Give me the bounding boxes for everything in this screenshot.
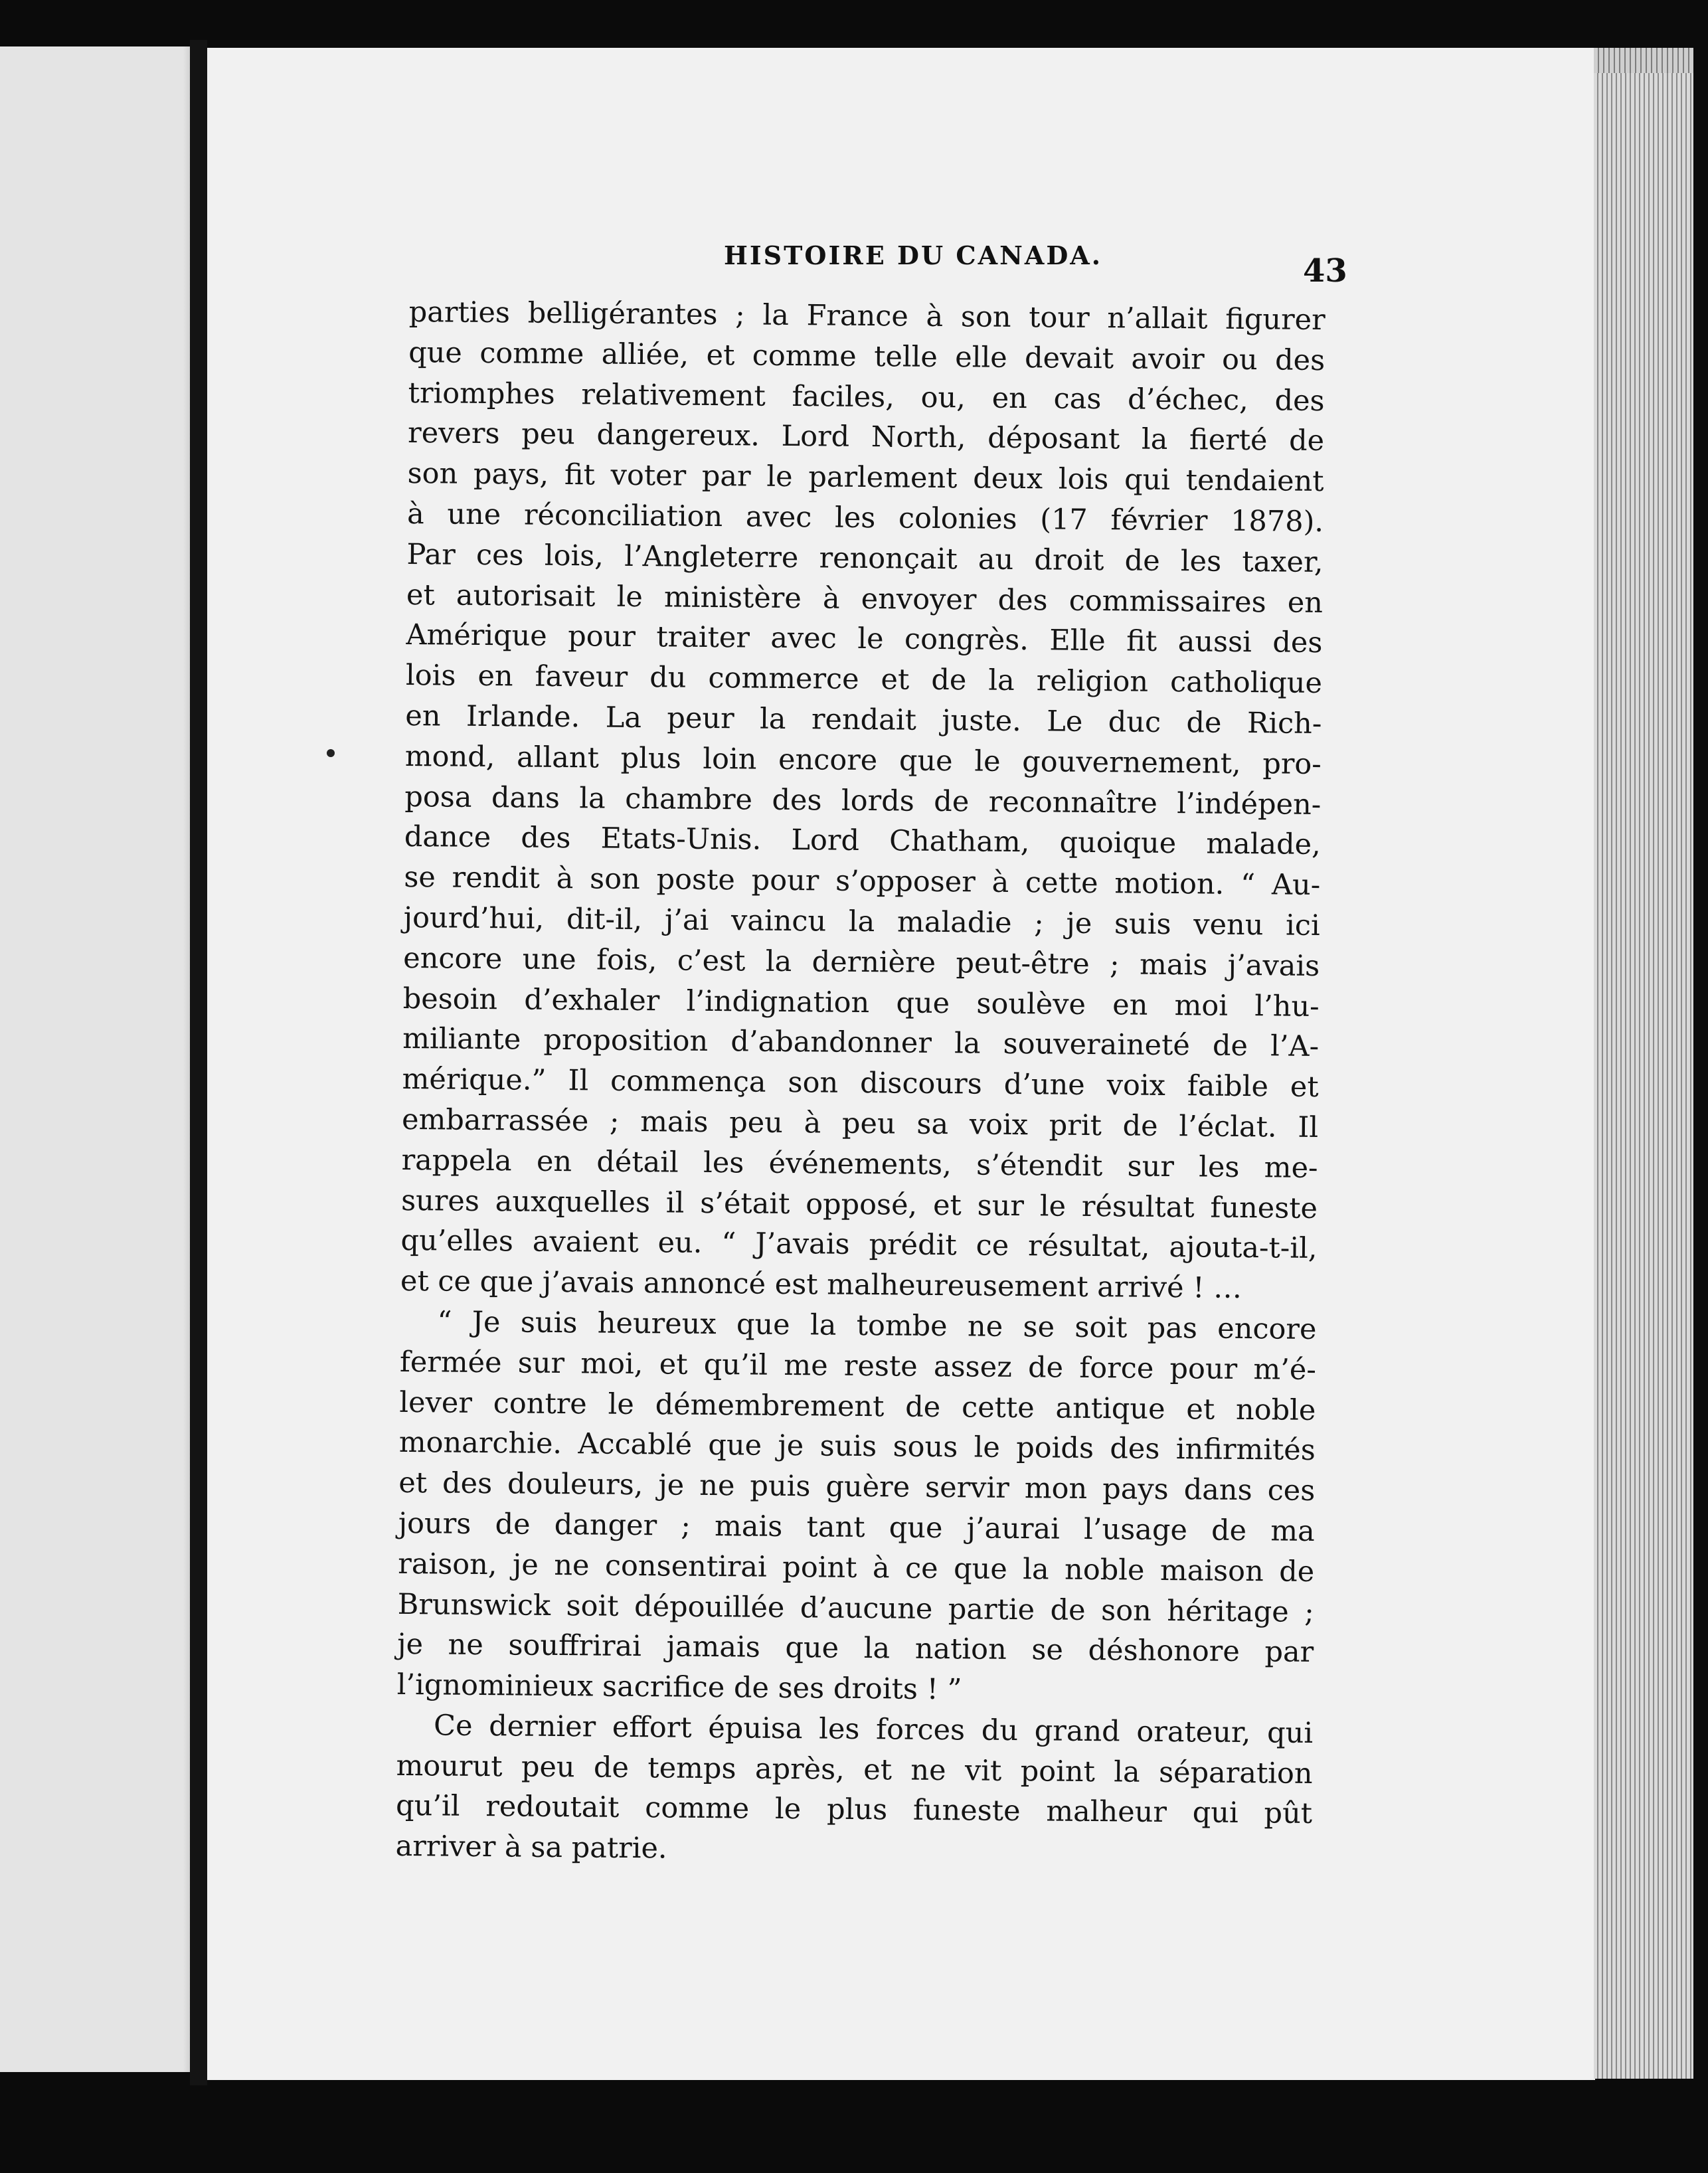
text-line: raison, je ne consentirai point à ce que la noble maison de [398,1547,1315,1589]
text-line: miliante proposition d’abandonner la souveraineté de l’A- [402,1022,1320,1064]
text-line: Ce dernier effort épuisa les forces du grand orateur, qui [433,1709,1314,1750]
text-line: Amérique pour traiter avec le congrès. Elle fit aussi des [406,618,1323,660]
text-line: et autorisait le ministère à envoyer des commissaires en [406,578,1324,620]
text-line: jourd’hui, dit-il, j’ai vaincu la maladie ; je suis venu ici [403,901,1320,942]
body-text [395,292,1325,1875]
text-line: qu’elles avaient eu. “ J’avais prédit ce résultat, ajouta-t-il, [400,1224,1318,1266]
running-head: HISTOIRE DU CANADA. [724,240,1102,270]
text-line: embarrassée ; mais peu à peu sa voix prit de l’éclat. Il [401,1102,1319,1144]
text-line: l’ignominieux sacrifice de ses droits ! ” [396,1668,962,1707]
text-line: besoin d’exhaler l’indignation que soulève en moi l’hu- [402,982,1320,1023]
text-line: encore une fois, c’est la dernière peut-être ; mais j’avais [403,941,1320,983]
text-line: “ Je suis heureux que la tombe ne se soit pas encore [437,1305,1317,1346]
page-edges [1594,73,1693,2079]
page-number: 43 [1303,252,1347,290]
text-line: son pays, fit voter par le parlement deux lois qui tendaient [407,457,1324,499]
text-line: parties belligérantes ; la France à son tour n’allait figurer [408,295,1325,337]
text-line: Brunswick soit dépouillée d’aucune partie de son héritage ; [397,1587,1314,1629]
text-line: Par ces lois, l’Angleterre renonçait au droit de les taxer, [406,537,1324,579]
text-line: jours de danger ; mais tant que j’aurai l’usage de ma [398,1506,1315,1548]
text-line: je ne souffrirai jamais que la nation se déshonore par [397,1628,1314,1670]
text-line: mourut peu de temps après, et ne vit point la séparation [396,1749,1313,1790]
text-line: se rendit à son poste pour s’opposer à cette motion. “ Au- [404,861,1321,903]
text-line: à une réconciliation avec les colonies (17 février 1878). [406,497,1324,539]
text-line: lois en faveur du commerce et de la religion catholique [405,659,1323,701]
facing-left-page [0,46,199,2072]
text-line: lever contre le démembrement de cette antique et noble [399,1385,1316,1427]
text-line: mérique.” Il commença son discours d’une voix faible et [402,1063,1319,1104]
text-line: arriver à sa patrie. [395,1830,667,1866]
text-line: en Irlande. La peur la rendait juste. Le duc de Rich- [405,699,1322,740]
text-line: triomphes relativement faciles, ou, en cas d’échec, des [408,376,1325,418]
text-line: et ce que j’avais annoncé est malheureusement arrivé ! … [400,1264,1242,1306]
text-line: mond, allant plus loin encore que le gouvernement, pro- [404,739,1322,781]
text-line: que comme alliée, et comme telle elle devait avoir ou des [408,335,1325,377]
ink-speck [327,749,335,757]
text-line: rappela en détail les événements, s’étendit sur les me- [401,1143,1318,1185]
text-line: revers peu dangereux. Lord North, déposant la fierté de [407,416,1325,458]
text-line: monarchie. Accablé que je suis sous le poids des infirmités [398,1426,1316,1468]
book-gutter [190,40,207,2085]
text-line: qu’il redoutait comme le plus funeste malheur qui pût [395,1789,1313,1831]
text-line: dance des Etats-Unis. Lord Chatham, quoique malade, [404,820,1322,862]
scan-corner [0,2146,27,2173]
text-line: fermée sur moi, et qu’il me reste assez de force pour m’é- [399,1345,1317,1387]
text-line: et des douleurs, je ne puis guère servir mon pays dans ces [398,1466,1316,1508]
text-line: posa dans la chambre des lords de reconnaître l’indépen- [404,780,1322,822]
text-line: sures auxquelles il s’était opposé, et sur le résultat funeste [400,1183,1318,1225]
